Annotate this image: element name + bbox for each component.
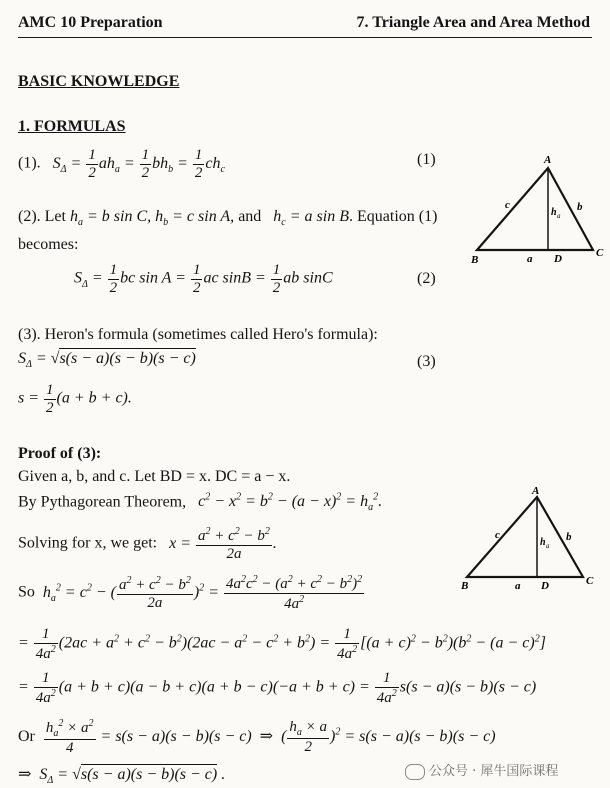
header-right: 7. Triangle Area and Area Method <box>356 14 590 31</box>
proof-or-text: Or <box>18 727 35 745</box>
item-2-defs: $h_a = b$ sin C, $h_b = c$ sin A, <box>69 208 235 229</box>
eqno-2: (2) <box>417 270 436 287</box>
proof-pythagorean-text: By Pythagorean Theorem, <box>18 493 187 511</box>
fig1-label-A: A <box>544 154 552 166</box>
header-left: AMC 10 Preparation <box>18 14 163 31</box>
formula-1 <box>18 147 225 181</box>
triangle-figure-2 <box>455 483 605 595</box>
fig2-label-D: D <box>541 580 549 592</box>
proof-solving-text: Solving for x, we get: <box>18 534 158 552</box>
fig2-label-B: B <box>461 580 469 592</box>
wechat-icon <box>405 764 425 780</box>
proof-so-line <box>18 574 365 612</box>
proof-or-expr: $\frac{h_a^2 \times a^2}{4}$ = s(s − a)(s − b)(s − c) ⇒ ( $\frac{h_a \times a}{2}$ )$^2$ = s(s − a)(s − b)(s − c) <box>45 718 496 756</box>
semiperimeter-formula: s = $\frac{1}{2}$ (a + b + c). <box>18 382 132 416</box>
fig1-label-B: B <box>471 254 479 265</box>
fig2-label-C: C <box>586 575 594 587</box>
eqno-1: (1) <box>417 151 436 168</box>
section-formulas: 1. FORMULAS <box>18 118 126 135</box>
triangle-figure-1 <box>465 150 605 265</box>
item-2-equation-ref: . Equation (1) <box>349 208 438 225</box>
fig2-label-A: A <box>532 485 540 497</box>
header-rule <box>18 37 592 38</box>
proof-title: Proof of (3): <box>18 445 102 462</box>
item-3-title: (3). Heron's formula (sometimes called Hero's formula): <box>18 326 378 343</box>
item-2-and: and <box>238 208 262 225</box>
fig2-label-c: c <box>495 529 500 541</box>
fig1-label-h: h <box>551 207 557 218</box>
fig1-label-C: C <box>596 247 604 259</box>
fig1-label-h-sub: a <box>557 212 561 220</box>
formula-2: $S_\Delta$ = $\frac{1}{2}$ bc sin A = $\frac{1}{2}$ ac sinB = $\frac{1}{2}$ ab sinC <box>74 262 333 296</box>
formula-3: $S_\Delta = √s(s - a)(s - b)(s - c)$ <box>18 350 196 371</box>
fig2-label-a: a <box>515 580 521 592</box>
fig1-label-c: c <box>505 199 510 211</box>
proof-expansion-1: = $\frac{1}{4a^2}$ $(2ac + a^2 + c^2 - b^2)(2ac - a^2 - c^2 + b^2)$ = $\frac{1}{4a^2}$ $[(a + c)^2 - b^2)(b^2 - (a - c)^2]$ <box>18 626 546 662</box>
proof-so-text: So <box>18 583 35 601</box>
proof-solving-expr: x = $\frac{a^2 + c^2 - b^2}{2a}$ . <box>161 526 277 562</box>
proof-so-expr: $h_a^2 = c^2$ − ( $\frac{a^2 + c^2 - b^2}{2a}$ )$^2$ = $\frac{4a^2c^2 - (a^2 + c^2 - b^2)^2}{4a^2}$ <box>38 574 363 612</box>
item-2-line <box>18 208 437 228</box>
item-2-becomes: becomes: <box>18 236 79 253</box>
proof-pythagorean <box>18 492 382 514</box>
proof-solving <box>18 526 277 562</box>
proof-pythagorean-expr: $c^2 - x^2 = b^2 - (a - x)^2 = h_a^2$. <box>190 492 383 514</box>
proof-conclusion: ⇒ $S_\Delta = √s(s - a)(s - b)(s - c)$ . <box>18 766 226 787</box>
watermark <box>405 760 558 780</box>
formula-1-label: (1). <box>18 154 41 172</box>
formula-1-expr: $S_\Delta$ = $\frac{1}{2}$ $ah_a$ = $\frac{1}{2}$ $bh_b$ = $\frac{1}{2}$ $ch_c$ <box>44 147 225 181</box>
fig1-label-a: a <box>527 253 533 265</box>
eqno-3: (3) <box>417 353 436 370</box>
proof-given: Given a, b, and c. Let BD = x. DC = a − x. <box>18 468 291 485</box>
fig1-label-b: b <box>577 201 583 213</box>
item-2-let: (2). Let <box>18 208 66 225</box>
proof-or-line <box>18 718 496 757</box>
section-basic-knowledge: BASIC KNOWLEDGE <box>18 73 180 90</box>
fig2-label-h: h <box>540 537 546 548</box>
fig2-label-b: b <box>566 531 572 543</box>
item-2-def-c: $h_c = a$ sin B <box>265 208 349 229</box>
watermark-text: 公众号 · 犀牛国际课程 <box>429 764 559 779</box>
fig2-label-h-sub: a <box>546 542 550 550</box>
proof-expansion-2: = $\frac{1}{4a^2}$ (a + b + c)(a − b + c)(a + b − c)(−a + b + c) = $\frac{1}{4a^2}$ s(s − a)(s − b)(s − c) <box>18 670 537 706</box>
fig1-label-D: D <box>554 253 562 265</box>
